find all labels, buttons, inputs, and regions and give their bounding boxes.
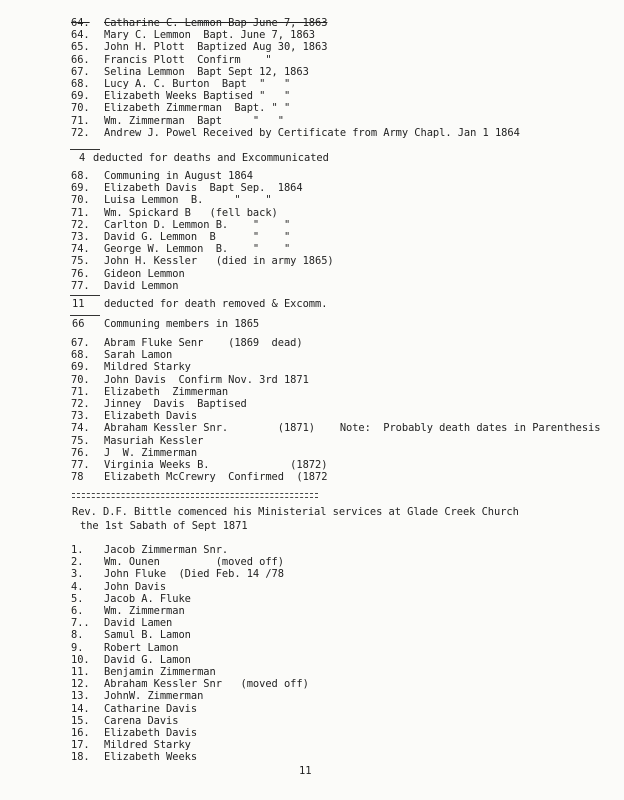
entry-text: Wm. Zimmerman Bapt " "	[104, 114, 284, 127]
entry-text: Robert Lamon	[104, 641, 179, 654]
entry-text: Abram Fluke Senr (1869 dead)	[104, 337, 303, 349]
entry-number: 2.	[71, 556, 84, 569]
entry-text: Benjamin Zimmerman	[104, 666, 216, 678]
entry-text: Elizabeth Weeks Baptised " "	[104, 90, 291, 103]
entry-text: Wm. Ounen (moved off)	[104, 556, 284, 569]
entry-number: 67.	[71, 65, 90, 78]
entry-number: 9.	[71, 641, 84, 654]
entry-number: 76.	[71, 267, 90, 280]
entry-number: 74.	[71, 422, 90, 435]
entry-number: 69.	[71, 182, 90, 195]
entry-number: 8.	[71, 629, 84, 642]
entry-number: 72.	[71, 398, 90, 410]
underline-rule	[70, 315, 100, 316]
entry-number: 3.	[71, 568, 84, 581]
entry-number: 68.	[71, 170, 90, 182]
rev-note-line-1: Rev. D.F. Bittle comenced his Ministerial services at Glade Creek Church	[72, 506, 519, 518]
entry-number: 75.	[71, 434, 90, 447]
entry-number: 69.	[71, 361, 90, 374]
entry-text: Elizabeth Davis	[104, 727, 198, 739]
entry-number: 73.	[71, 231, 90, 243]
entry-text: Carlton D. Lemmon B. " "	[104, 218, 291, 231]
entry-text: Elizabeth Weeks	[104, 751, 198, 764]
entry-text: Sarah Lamon	[104, 349, 173, 362]
entry-number: 68.	[71, 349, 90, 362]
page-number: 11	[299, 765, 312, 777]
entry-number: 68.	[71, 78, 90, 90]
entry-number: 16.	[71, 727, 90, 739]
entry-text: Mildred Starky	[104, 739, 191, 752]
entry-number: 18.	[71, 751, 90, 764]
entry-number: 76.	[71, 446, 90, 459]
entry-text: Elizabeth Davis	[104, 410, 198, 423]
entry-text: John Davis	[104, 580, 167, 593]
entry-number: 6.	[71, 605, 84, 617]
summary-text: Communing members in 1865	[104, 318, 260, 330]
entry-text: JohnW. Zimmerman	[104, 690, 204, 703]
entry-number: 15.	[71, 714, 90, 727]
underline-rule	[70, 149, 100, 150]
rev-note-line-2: the 1st Sabath of Sept 1871	[80, 520, 248, 532]
entry-text: John H. Plott Baptized Aug 30, 1863	[104, 41, 328, 54]
entry-number: 71.	[71, 206, 90, 219]
entry-text: J W. Zimmerman	[104, 446, 198, 459]
entry-text: Mary C. Lemmon Bapt. June 7, 1863	[104, 29, 315, 42]
double-rule-divider	[72, 493, 318, 498]
entry-number: 67.	[71, 337, 90, 349]
entry-text: Wm. Spickard B (fell back)	[104, 206, 278, 219]
entry-text: Francis Plott Confirm "	[104, 53, 272, 66]
entry-number: 12.	[71, 678, 90, 691]
entry-number: 69.	[71, 90, 90, 103]
entry-text: Samul B. Lamon	[104, 629, 191, 642]
entry-number: 77.	[71, 279, 90, 292]
entry-text: David G. Lamon	[104, 653, 191, 666]
entry-number: 66.	[71, 53, 90, 66]
summary-text: deducted for death removed & Excomm.	[104, 298, 328, 310]
entry-number: 13.	[71, 690, 90, 703]
entry-number: 17.	[71, 739, 90, 752]
summary-number: 4	[79, 152, 86, 164]
entry-text: Elizabeth Zimmerman	[104, 385, 229, 398]
entry-text: Elizabeth McCrewry Confirmed (1872	[104, 471, 328, 484]
entry-text: Carena Davis	[104, 714, 179, 727]
entry-number: 5.	[71, 592, 84, 605]
entry-text: Virginia Weeks B. (1872)	[104, 459, 328, 471]
entry-number: 10.	[71, 653, 90, 666]
entry-number: 64.	[71, 17, 90, 29]
entry-number: 70.	[71, 102, 90, 115]
entry-text: David Lemmon	[104, 279, 179, 292]
entry-text: Luisa Lemmon B. " "	[104, 194, 272, 207]
entry-number: 70.	[71, 373, 90, 386]
summary-number: 66	[72, 318, 85, 330]
entry-number: 74.	[71, 243, 90, 256]
entry-text: Selina Lemmon Bapt Sept 12, 1863	[104, 65, 309, 78]
entry-text: Wm. Zimmerman	[104, 605, 185, 617]
entry-number: 65.	[71, 41, 90, 54]
entry-text: Mildred Starky	[104, 361, 191, 374]
entry-number: 64.	[71, 29, 90, 42]
entry-number: 71.	[71, 385, 90, 398]
entry-number: 11.	[71, 666, 90, 678]
entry-text: David Lamen	[104, 617, 173, 630]
entry-text: Communing in August 1864	[104, 170, 253, 182]
entry-text: Jacob Zimmerman Snr.	[104, 544, 229, 556]
entry-number: 77.	[71, 459, 90, 471]
summary-number: 11	[72, 298, 85, 310]
entry-number: 4.	[71, 580, 84, 593]
summary-text: deducted for deaths and Excommunicated	[93, 152, 329, 164]
entry-text: Elizabeth Zimmerman Bapt. " "	[104, 102, 291, 115]
entry-number: 73.	[71, 410, 90, 423]
entry-number: 1.	[71, 544, 84, 556]
entry-text: Abraham Kessler Snr (moved off)	[104, 678, 309, 691]
entry-text: Jacob A. Fluke	[104, 592, 191, 605]
entry-number: 7..	[71, 617, 90, 630]
entry-text: Andrew J. Powel Received by Certificate from Army Chapl. Jan 1 1864	[104, 126, 520, 139]
underline-rule	[70, 295, 100, 296]
entry-text: Abraham Kessler Snr. (1871) Note: Probably death dates in Parenthesis	[104, 422, 601, 435]
entry-text: John Davis Confirm Nov. 3rd 1871	[104, 373, 309, 386]
entry-text: John Fluke (Died Feb. 14 /78	[104, 568, 284, 581]
entry-number: 72.	[71, 218, 90, 231]
entry-number: 75.	[71, 255, 90, 268]
entry-text: Elizabeth Davis Bapt Sep. 1864	[104, 182, 303, 195]
entry-text: John H. Kessler (died in army 1865)	[104, 255, 334, 268]
entry-text: David G. Lemmon B " "	[104, 231, 291, 243]
entry-text: George W. Lemmon B. " "	[104, 243, 291, 256]
entry-text: Catharine Davis	[104, 702, 198, 715]
entry-text: Jinney Davis Baptised	[104, 398, 247, 410]
entry-number: 70.	[71, 194, 90, 207]
entry-number: 14.	[71, 702, 90, 715]
entry-number: 78	[71, 471, 84, 484]
entry-text: Gideon Lemmon	[104, 267, 185, 280]
entry-number: 72.	[71, 126, 90, 139]
entry-number: 71.	[71, 114, 90, 127]
entry-text: Lucy A. C. Burton Bapt " "	[104, 78, 291, 90]
entry-text: Catharine C. Lemmon Bap June 7, 1863	[104, 17, 328, 29]
entry-text: Masuriah Kessler	[104, 434, 204, 447]
